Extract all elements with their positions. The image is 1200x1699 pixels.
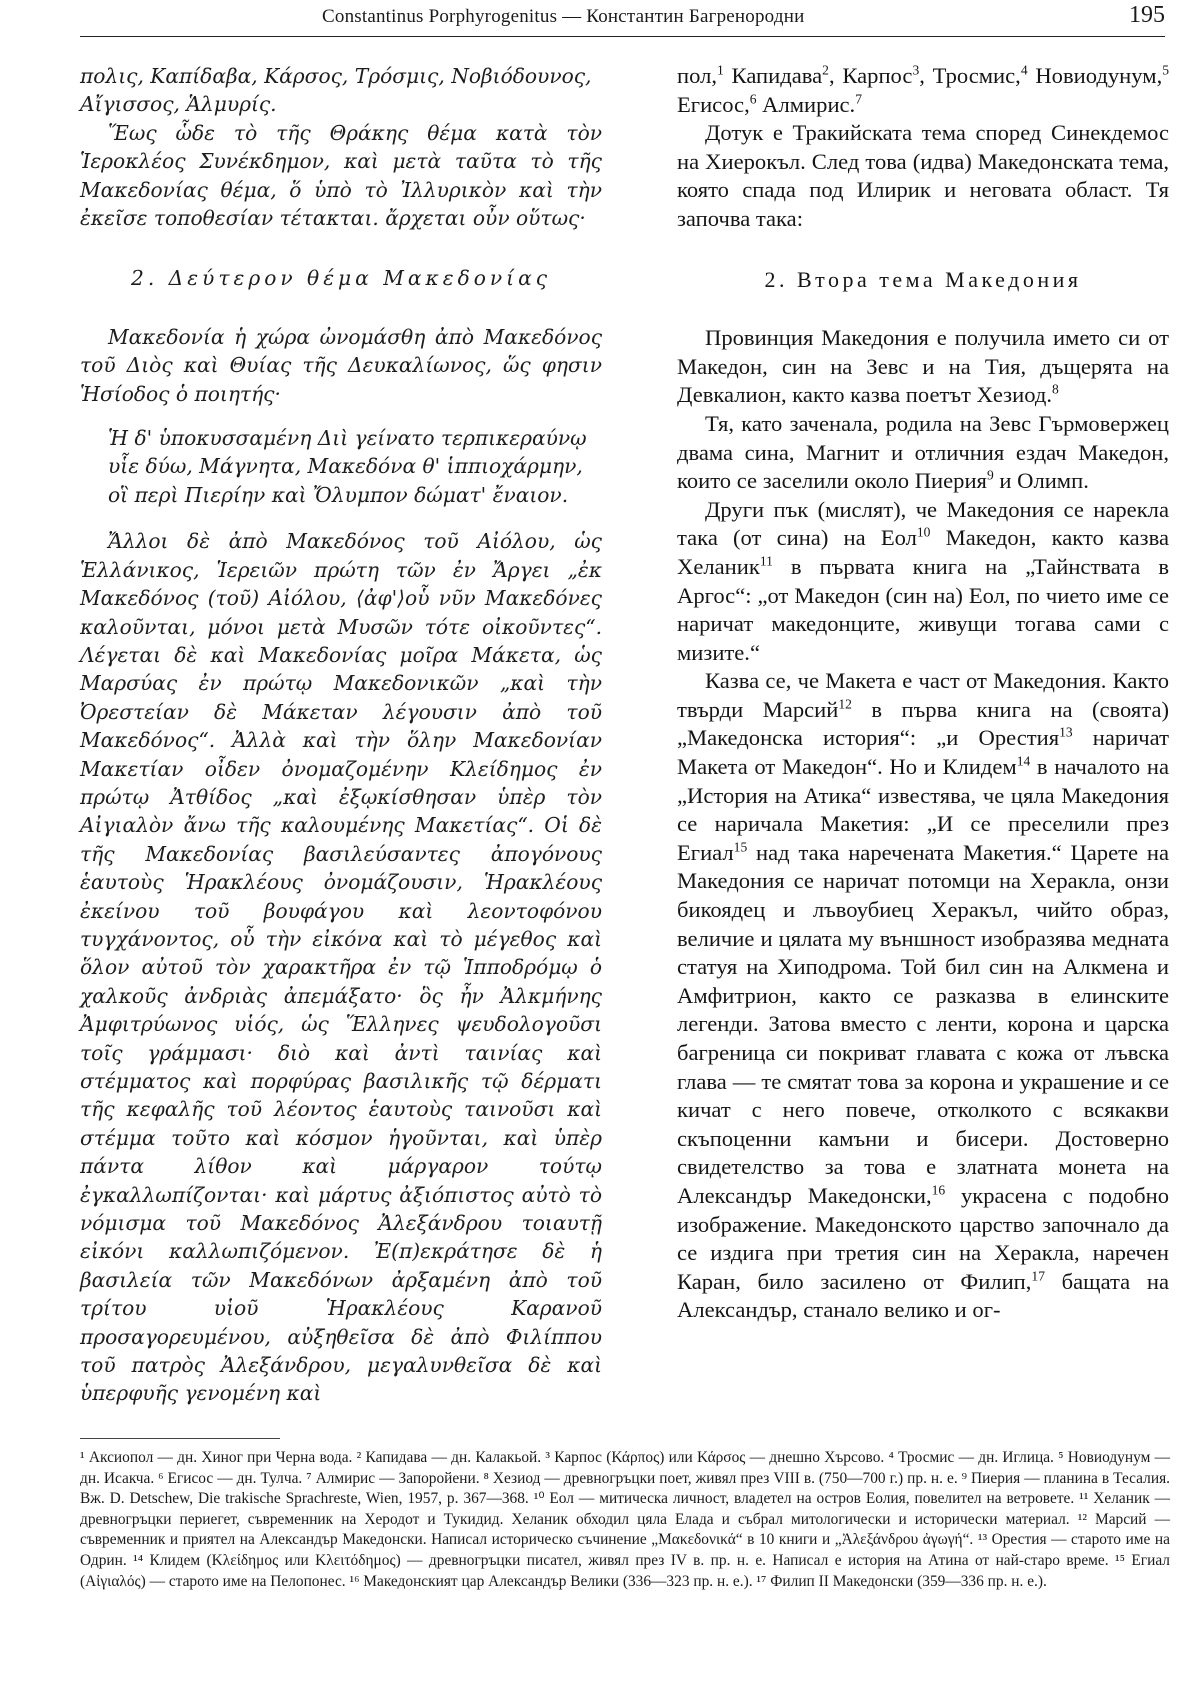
bulgarian-paragraph-6 — [677, 667, 1169, 1325]
bulgarian-paragraph-3 — [677, 324, 1169, 410]
footnote-text: ¹ Аксиопол — дн. Хиног при Черна вода. ² Капидава — дн. Калакьой. ³ Карпос (Κάρπος) или Κάρσος — днешно Хърсово. ⁴ Тросмис — дн. Иглица. ⁵ Новиодунум — дн. Исакча. ⁶ Егисос — дн. Тулча. ⁷ Алмирис — Запоройени. ⁸ Хезиод — древногръцки поет, живял през VIII в. (750—700 г.) пр. н. е. ⁹ Пиерия — планина в Тесалия. Вж. D. Detschew, Die trakische Sprachreste, Wien, 1957, p. 367—368. ¹⁰ Еол — митическа личност, владетел на остров Еолия, повелител на ветровете. ¹¹ Хеланик — древногръцки периегет, съвременник на Херодот и Тукидид. Хеланик обходил цяла Елада и събрал митологически и исторически материал. ¹² Марсий — съвременник и приятел на Александър Македонски. Написал историческо съчинение „Μακεδονικά“ в 10 книги и „Ἀλεξάνδρου ἀγωγή“. ¹³ Орестия — старото име на Одрин. ¹⁴ Клидем (Κλείδημος или Κλειτόδημος) — древногръцки писател, живял през IV в. пр. н. е. Написал е история на Атина от най-старо време. ¹⁵ Егиал (Αἰγιαλός) — старото име на Пелопонес. ¹⁶ Македонският цар Александър Велики (336—323 пр. н. е.). ¹⁷ Филип II Македонски (359—336 пр. н. е.). — [80, 1449, 1170, 1590]
footnote-ref[interactable]: 12 — [838, 696, 852, 712]
footnote-ref[interactable]: 13 — [1059, 724, 1073, 740]
text-run: , Тросмис, — [919, 63, 1021, 88]
text-run: , Карпос — [828, 63, 913, 88]
footnote-ref[interactable]: 15 — [733, 839, 748, 855]
greek-paragraph-2: Ἕως ὧδε τὸ τῆς Θράκης θέμα κατὰ τὸν Ἱεροκλέος Συνέκδημον, καὶ μετὰ ταῦτα τὸ τῆς Μακεδονίας θέμα, ὅ ὑπὸ τὸ Ἰλλυρικὸν καὶ τὴν ἐκεῖσε τοποθεσίαν τέτακται. ἄρχεται οὖν οὕτως· — [80, 120, 602, 231]
greek-paragraph-1 — [80, 62, 602, 119]
footnote-ref[interactable]: 17 — [1031, 1268, 1045, 1284]
text-run: Тя, като заченала, родила на Зевс Гърмовержец двама сина, Магнит и отличния ездач Македон, които се заселили около Пиерия — [677, 410, 1169, 494]
text-run: Казва се, че Макета е част от Македония. Както твърди Марсий — [677, 668, 1169, 722]
bulgarian-section-title: 2. Втора тема Македония — [764, 266, 1082, 292]
text-run: Егисос, — [677, 91, 750, 117]
text-run: наричат Макета от Македон“. Но и Клидем — [677, 725, 1169, 780]
footnote-ref[interactable]: 9 — [986, 467, 994, 483]
text-run: и Олимп. — [993, 468, 1089, 494]
bulgarian-paragraph-1 — [677, 62, 1169, 119]
bulgarian-paragraph-5 — [677, 496, 1169, 668]
text-run: бащата на Александър, станало велико и ог- — [677, 1268, 1169, 1323]
verse-line: Ἡ δ' ὑποκυσσαμένη Διὶ γείνατο τερπικεραύνῳ — [108, 426, 587, 451]
greek-paragraph-3: Μακεδονία ἡ χώρα ὠνομάσθη ἀπὸ Μακεδόνος τοῦ Διὸς καὶ Θυίας τῆς Δευκαλίωνος, ὥς φησιν Ἡσίοδος ὁ ποιητής· — [80, 324, 602, 406]
page-number: 195 — [1129, 2, 1165, 28]
footnotes — [80, 1448, 1170, 1592]
running-head: Constantinus Porphyrogenitus — Константин Багренородни — [322, 6, 805, 27]
footnote-ref[interactable]: 8 — [1052, 381, 1059, 397]
footnote-ref[interactable]: 2 — [822, 62, 829, 78]
footnote-ref[interactable]: 14 — [1016, 753, 1031, 769]
greek-line: Αἴγισσος, Ἁλμυρίς. — [80, 92, 277, 117]
text-run: над така наречената Макетия.“ Царете на Македония се наричат потомци на Херакла, онзи бикоядец и лъвоубиец Херакъл, чийто образ, величие и цялата му външност изобразява медната статуя на Хиподрома. Той бил син на Алкмена и Амфитрион, както се разказва в елинските легенди. Затова вместо с ленти, корона и царска багреница си покриват главата с кожа от лъвска глава — те смятат това за корона и украшение и се кичат с него повече, отколкото с всякакви скъпоценни камъни и бисери. Достоверно свидетелство за това е златната монета на Александър Македонски, — [677, 839, 1169, 1208]
bulgarian-paragraph-2: Дотук е Тракийската тема според Синекдемос на Хиерокъл. След това (идва) Македонската тема, която спада под Илирик и неговата област. Тя започва така: — [677, 120, 1169, 231]
text-run: в първата книга на „Тайнствата в Аргос“: „от Македон (син на) Еол, по чието име се наричат македонците, живущи тогава сами с мизите.“ — [677, 553, 1169, 665]
text-run: Новиодунум, — [1027, 63, 1163, 88]
greek-section-title: 2. Δεύτερον θέμα Μακεδονίας — [130, 266, 552, 291]
footnote-divider — [80, 1438, 280, 1439]
greek-line: πολις, Καπίδαβα, Κάρσος, Τρόσμις, Νοβιόδουνος, — [80, 64, 592, 88]
text-run: Други пък (мислят), че Македония се нарекла така (от сина) на Еол — [677, 496, 1169, 551]
text-run: украсена с подобно изображение. Македонското царство започнало да се издига при третия син на Херакла, наречен Каран, било засилено от Филип, — [677, 1182, 1169, 1294]
footnote-ref[interactable]: 6 — [749, 91, 757, 107]
footnote-ref[interactable]: 7 — [855, 91, 862, 107]
text-run: в началото на „История на Атика“ известява, че цяла Македония се наричала Макетия: „И се преселили през Егиал — [677, 754, 1169, 865]
bulgarian-column — [677, 62, 1169, 1325]
page-header — [80, 2, 1165, 37]
verse-line: υἷε δύω, Μάγνητα, Μακεδόνα θ' ἱππιοχάρμην, — [108, 454, 583, 479]
hesiod-verse — [80, 424, 602, 509]
text-run: в първа книга на (своята) „Македонска история“: „и Орестия — [677, 696, 1170, 751]
footnote-ref[interactable]: 16 — [931, 1182, 946, 1198]
text-run: пол, — [677, 63, 718, 88]
text-run: Капидава — [723, 63, 823, 88]
footnote-ref[interactable]: 4 — [1020, 62, 1028, 78]
footnote-ref[interactable]: 11 — [759, 553, 773, 569]
text-run: Провинция Македония е получила името си от Македон, син на Зевс и на Тия, дъщерята на Девкалион, както казва поетът Хезиод. — [677, 325, 1169, 408]
text-run: Алмирис. — [756, 91, 856, 117]
text-run: Македон, както казва Хеланик — [677, 525, 1169, 579]
footnote-ref[interactable]: 5 — [1162, 62, 1169, 78]
bulgarian-paragraph-4 — [677, 410, 1169, 496]
greek-column — [80, 62, 602, 1408]
footnote-ref[interactable]: 3 — [912, 62, 920, 78]
greek-paragraph-4: Ἄλλοι δὲ ἀπὸ Μακεδόνος τοῦ Αἰόλου, ὡς Ἑλλάνικος, Ἱερειῶν πρώτη τῶν ἐν Ἄργει „ἐκ Μακεδόνος (τοῦ) Αἰόλου, ⟨ἀφ'⟩οὗ νῦν Μακεδόνες καλοῦνται, μόνοι μετὰ Μυσῶν τότε οἰκοῦντες“. Λέγεται δὲ καὶ Μακεδονίας μοῖρα Μάκετα, ὡς Μαρσύας ἐν πρώτῳ Μακεδονικῶν „καὶ τὴν Ὀρεστείαν δὲ Μάκεταν λέγουσιν ἀπὸ τοῦ Μακεδόνος“. Ἀλλὰ καὶ τὴν ὅλην Μακεδονίαν Μακετίαν οἶδεν ὀνομαζομένην Κλείδημος ἐν πρώτῳ Ἀτθίδος „καὶ ἐξῳκίσθησαν ὑπὲρ τὸν Αἰγιαλὸν ἄνω τῆς καλουμένης Μακετίας“. Οἱ δὲ τῆς Μακεδονίας βασιλεύσαντες ἀπογόνους ἑαυτοὺς Ἡρακλέους ὀνομάζουσιν, Ἡρακλέους ἐκείνου τοῦ βουφάγου καὶ λεοντοφόνου τυγχάνοντος, οὗ τὴν εἰκόνα καὶ τὸ μέγεθος καὶ ὅλον αὐτοῦ τὸν χαρακτῆρα ἐν τῷ Ἱπποδρόμῳ ὁ χαλκοῦς ἀνδριὰς ἀπεμάξατο· ὃς ἦν Ἀλκμήνης Ἀμφιτρύωνος υἱός, ὡς Ἕλληνες ψευδολογοῦσι τοῖς γράμμασι· διὸ καὶ ἀντὶ ταινίας καὶ στέμματος καὶ πορφύρας βασιλικῆς τῷ δέρματι τῆς κεφαλῆς τοῦ λέοντος ἑαυτοὺς ταινοῦσι καὶ στέμμα τοῦτο καὶ κόσμον ἡγοῦνται, καὶ ὑπὲρ πάντα λίθον καὶ μάργαρον τούτῳ ἐγκαλλωπίζονται· καὶ μάρτυς ἀξιόπιστος αὐτὸ τὸ νόμισμα τοῦ Μακεδόνος Ἀλεξάνδρου τοιαυτῇ εἰκόνι καλλωπιζόμενον. Ἐ(π)εκράτησε δὲ ἡ βασιλεία τῶν Μακεδόνων ἀρξαμένη ἀπὸ τοῦ τρίτου υἱοῦ Ἡρακλέους Καρανοῦ προσαγορευμένου, αὐξηθεῖσα δὲ ἀπὸ Φιλίππου τοῦ πατρὸς Ἀλεξάνδρου, μεγαλυνθεῖσα δὲ καὶ ὑπερφυῆς γενομένη καὶ — [80, 529, 602, 1406]
verse-line: οἳ περὶ Πιερίην καὶ Ὄλυμπον δώματ' ἔναιον. — [108, 482, 569, 507]
footnote-ref[interactable]: 10 — [916, 524, 931, 540]
footnote-ref[interactable]: 1 — [717, 62, 724, 78]
